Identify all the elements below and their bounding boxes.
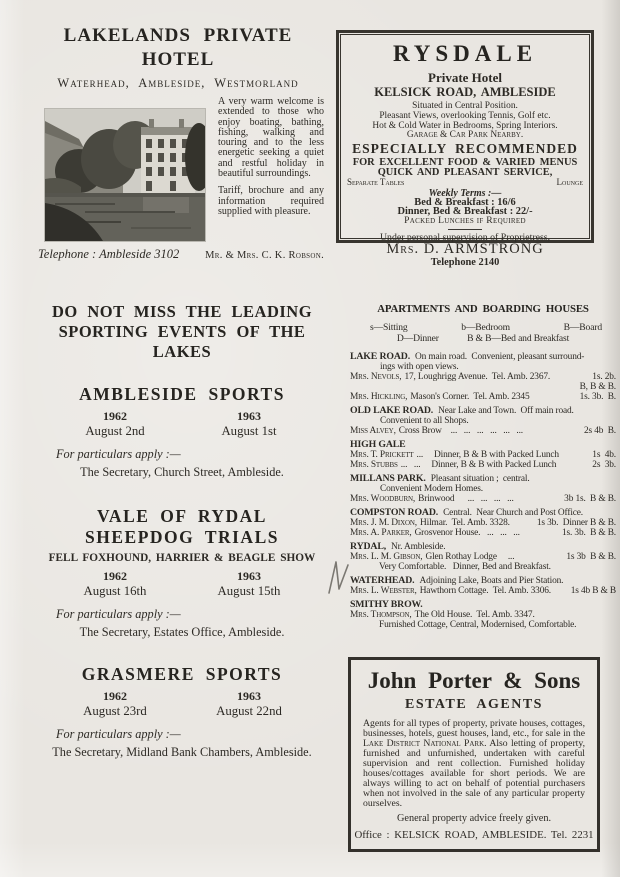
key-bedroom: b—Bedroom — [461, 322, 510, 333]
lakelands-title: LAKELANDS PRIVATE HOTEL — [63, 25, 293, 70]
rysdale-separate-tables: Separate Tables — [347, 177, 405, 187]
event-date: August 23rd — [83, 704, 147, 718]
key-board: B—Board — [563, 322, 602, 333]
section-heading: SMITHY BROW. — [350, 599, 423, 610]
boarding-entry: Mrs. Nevols, 17, Loughrigg Avenue. Tel. Amb. 2367. 1s. 2b. — [350, 372, 616, 382]
section-heading: MILLANS PARK. — [350, 473, 426, 484]
event-subtitle: FELL FOXHOUND, HARRIER & BEAGLE SHOW — [48, 552, 316, 564]
hotel-photo-illustration — [45, 109, 205, 241]
rysdale-packed-lunches: Packed Lunches if Required — [404, 215, 526, 226]
rysdale-telephone: Telephone 2140 — [430, 257, 500, 268]
rysdale-desc-line: Situated in Central Position. — [412, 101, 518, 111]
rysdale-food-line: FOR EXCELLENT FOOD & VARIED MENUS — [352, 157, 578, 168]
event-year: 1962 — [103, 409, 127, 423]
apply-label: For particulars apply :— — [56, 607, 181, 621]
key-bed-breakfast: B & B—Bed and Breakfast — [467, 333, 570, 344]
boarding-entry: Miss Alvey, Cross Brow ... ... ... ... ... ... 2s 4b B. — [350, 426, 616, 436]
rysdale-address: KELSICK ROAD, AMBLESIDE — [374, 85, 556, 99]
section-heading-text: Central. Near Church and Post Office. — [443, 508, 583, 518]
boarding-section-rydal — [350, 542, 616, 572]
apply-label: For particulars apply :— — [56, 727, 181, 741]
section-heading-text: Nr. Ambleside. — [391, 542, 446, 552]
rysdale-term-bb: Bed & Breakfast : 16/6 — [414, 197, 516, 208]
section-heading: OLD LAKE ROAD. — [350, 405, 434, 416]
lakelands-proprietors: Mr. & Mrs. C. K. Robson. — [205, 250, 324, 261]
event-rydal-sheepdog-trials — [28, 506, 336, 640]
lake-district-national-park: Lake District National Park. — [363, 738, 487, 749]
boarding-entry: Mrs. T. Prickett ... Dinner, B & B with Packed Lunch 1s 4b. — [350, 450, 616, 460]
rysdale-lounge: Lounge — [556, 177, 583, 187]
rysdale-proprietress: Mrs. D. ARMSTRONG — [386, 241, 544, 257]
rysdale-hotel-ad — [336, 30, 594, 268]
event-grasmere-sports — [28, 664, 336, 760]
event-secretary: The Secretary, Midland Bank Chambers, Ambleside. — [52, 745, 312, 759]
event-year: 1963 — [237, 569, 261, 583]
section-heading: HIGH GALE — [350, 439, 406, 450]
lakelands-description — [218, 97, 324, 241]
event-year: 1963 — [237, 689, 261, 703]
event-secretary: The Secretary, Estates Office, Ambleside. — [79, 625, 285, 639]
boarding-title: APARTMENTS AND BOARDING HOUSES — [377, 303, 589, 315]
event-secretary: The Secretary, Church Street, Ambleside. — [80, 465, 284, 479]
key-dinner: D—Dinner — [396, 333, 439, 344]
boarding-section-compston-road — [350, 508, 616, 538]
event-date: August 22nd — [216, 704, 282, 718]
event-date: August 16th — [83, 584, 147, 598]
rysdale-title: RYSDALE — [392, 41, 538, 66]
section-heading-text: Adjoining Lake, Boats and Pier Station. — [419, 576, 564, 586]
boarding-section-high-gale — [350, 440, 616, 470]
section-heading-text: On main road. Convenient, pleasant surround- — [415, 352, 585, 362]
event-year: 1962 — [103, 569, 127, 583]
lakelands-paragraph-1: A very warm welcome is extended to those who enjoy boating, bathing, fishing, walking and touring and to the less energetic seeking a quiet and restful holiday in beautiful surroundings. — [218, 96, 324, 180]
section-heading-text: Pleasant situation ; central. — [430, 474, 530, 484]
rysdale-desc-line: Pleasant Views, overlooking Tennis, Golf etc. — [379, 111, 551, 121]
boarding-entry: Mrs. Hickling, Mason's Corner. Tel. Amb. 2345 1s. 3b. B. — [350, 392, 616, 402]
boarding-entry: Mrs. Woodburn, Brinwood ... ... ... ... 3b 1s. B & B. — [350, 494, 616, 504]
hotel-lake-photo — [45, 109, 205, 241]
key-sitting: s—Sitting — [370, 322, 408, 333]
event-title: AMBLESIDE SPORTS — [79, 384, 285, 404]
section-heading: LAKE ROAD. — [350, 351, 411, 362]
porter-advice-line: General property advice freely given. — [396, 813, 552, 824]
event-title: VALE OF RYDAL — [97, 506, 267, 526]
event-year: 1962 — [103, 689, 127, 703]
lakelands-hotel-ad — [30, 24, 326, 262]
section-subline: Convenient to all Shops. — [380, 416, 469, 426]
boarding-houses-list — [350, 303, 616, 634]
rysdale-desc-line: Garage & Car Park Nearby. — [406, 130, 524, 140]
rysdale-term-dbb: Dinner, Bed & Breakfast : 22/- — [397, 205, 533, 217]
rysdale-recommended: ESPECIALLY RECOMMENDED — [352, 141, 578, 156]
boarding-section-smithy-brow — [350, 600, 616, 630]
events-headline-line1: DO NOT MISS THE LEADING — [51, 302, 313, 321]
section-heading-text: Near Lake and Town. Off main road. — [438, 406, 574, 416]
sporting-events-column — [28, 302, 336, 760]
boarding-section-old-lake-road — [350, 406, 616, 436]
boarding-entry: B, B & B. — [579, 382, 616, 392]
porter-subtitle: ESTATE AGENTS — [405, 697, 543, 712]
section-heading: WATERHEAD. — [350, 575, 415, 586]
porter-title: John Porter & Sons — [367, 668, 581, 693]
rysdale-supervision: Under personal supervision of Proprietress, — [379, 232, 551, 243]
porter-paragraph: Agents for all types of property, private houses, cottages, businesses, hotels, guest houses, land, etc., for sale in the Lake District National Park. Also letting of property, furnished and unfurnished, undertaken with careful supervision and rent collection. Furnished holiday houses/cottages available for short periods. We are always willing to act on behalf of potential purchasers when not involved in the sale of any particular property ourselves. — [363, 718, 585, 809]
section-subline: ings with open views. — [380, 362, 459, 372]
boarding-entry: Furnished Cottage, Central, Modernised, Comfortable. — [379, 620, 577, 630]
boarding-section-millans-park — [350, 474, 616, 504]
section-heading: COMPSTON ROAD. — [350, 507, 439, 518]
porter-office-line: Office : KELSICK ROAD, AMBLESIDE. Tel. 2231 — [354, 829, 594, 841]
boarding-entry: Mrs. Thompson, The Old House. Tel. Amb. 3347. — [350, 610, 535, 620]
john-porter-estate-agents-ad — [348, 657, 600, 852]
rysdale-desc-line: Hot & Cold Water in Bedrooms, Spring Interiors. — [372, 120, 558, 131]
pencil-mark — [326, 558, 352, 596]
apply-label: For particulars apply :— — [56, 447, 181, 461]
rysdale-subtitle: Private Hotel — [428, 70, 502, 85]
event-date: August 15th — [217, 584, 281, 598]
rysdale-weekly-terms-label: Weekly Terms :— — [428, 188, 502, 199]
event-date: August 1st — [221, 424, 277, 438]
event-title-line2: SHEEPDOG TRIALS — [85, 527, 279, 547]
section-heading: RYDAL, — [350, 541, 387, 552]
event-year: 1963 — [237, 409, 261, 423]
section-subline: Convenient Modern Homes. — [380, 484, 483, 494]
boarding-section-waterhead — [350, 576, 616, 596]
events-headline-line2: SPORTING EVENTS OF THE LAKES — [58, 322, 306, 361]
rysdale-divider — [339, 229, 591, 230]
lakelands-address: Waterhead, Ambleside, Westmorland — [57, 76, 299, 90]
event-ambleside-sports — [28, 384, 336, 480]
lakelands-telephone: Telephone : Ambleside 3102 — [38, 247, 180, 261]
rysdale-service-line: QUICK AND PLEASANT SERVICE, — [377, 167, 553, 178]
boarding-entry: Mrs. L. M. Gibson, Glen Rothay Lodge ... 1s 3b B & B. — [350, 552, 616, 562]
boarding-entry: Very Comfortable. Dinner, Bed and Breakfast. — [379, 562, 551, 572]
event-title: GRASMERE SPORTS — [81, 664, 283, 684]
boarding-entry: Mrs. A. Parker, Grosvenor House. ... ... ... 1s. 3b. B & B. — [350, 528, 616, 538]
boarding-entry: Mrs. L. Webster, Hawthorn Cottage. Tel. Amb. 3306. 1s 4b B & B — [350, 586, 616, 596]
boarding-entry: Mrs. Stubbs ... ... Dinner, B & B with Packed Lunch 2s 3b. — [350, 460, 616, 470]
lakelands-paragraph-2: Tariff, brochure and any information required supplied with pleasure. — [218, 185, 324, 217]
event-date: August 2nd — [85, 424, 145, 438]
boarding-entry: Mrs. J. M. Dixon, Hilmar. Tel. Amb. 3328. 1s 3b. Dinner B & B. — [350, 518, 616, 528]
boarding-section-lake-road — [350, 352, 616, 402]
